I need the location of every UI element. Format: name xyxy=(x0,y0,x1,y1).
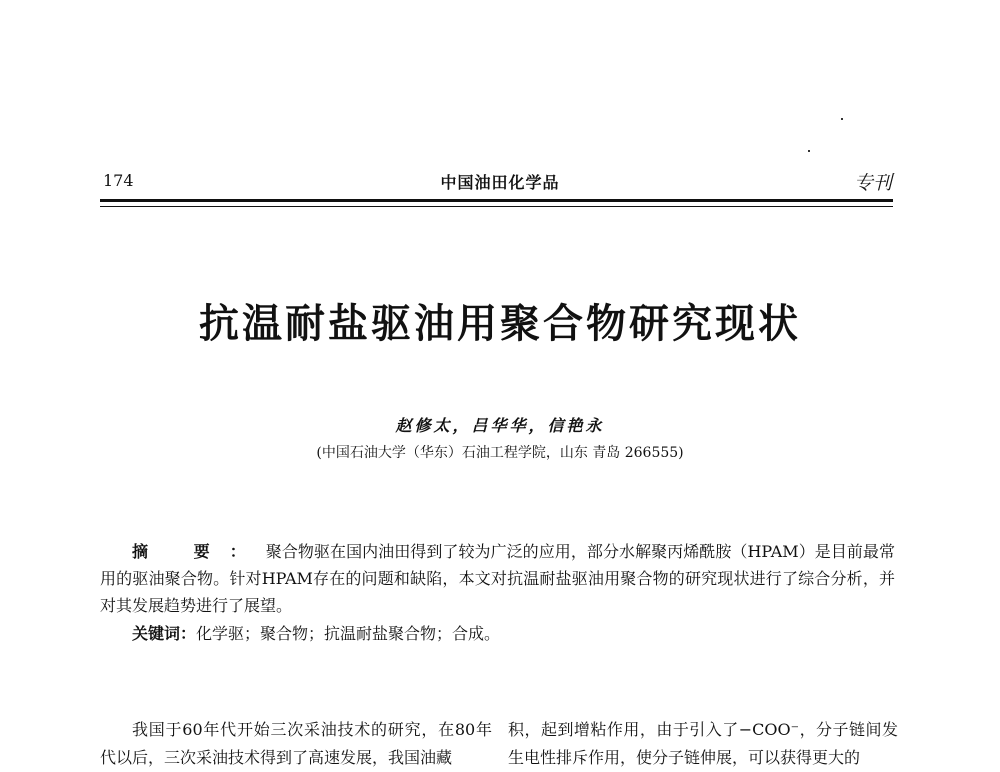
header-rule-thick xyxy=(100,199,893,202)
article-affiliation: (中国石油大学（华东）石油工程学院，山东 青岛 266555) xyxy=(316,445,684,461)
journal-name: 中国油田化学品 xyxy=(440,173,560,192)
keywords xyxy=(132,620,895,647)
page-number: 174 xyxy=(103,171,134,190)
header-rule-thin xyxy=(100,206,893,207)
abstract-text: 聚合物驱在国内油田得到了较为广泛的应用，部分水解聚丙烯酰胺（HPAM）是目前最常用的驱油聚合物。针对HPAM存在的问题和缺陷，本文对抗温耐盐驱油用聚合物的研究现状进行了综合分析，并对其发展趋势进行了展望。 xyxy=(100,542,895,615)
article-authors: 赵修太，吕华华，信艳永 xyxy=(395,416,605,435)
issue-tag: 专刊 xyxy=(853,172,892,194)
abstract-label: 摘 要： xyxy=(132,542,266,561)
body-column-left: 我国于60年代开始三次采油技术的研究，在80年代以后，三次采油技术得到了高速发展，我国油藏 xyxy=(100,720,492,767)
keywords-label: 关键词： xyxy=(132,624,197,643)
scan-dot xyxy=(841,118,843,120)
body-column-right: 积，起到增粘作用，由于引入了−COO⁻，分子链间发生电性排斥作用，使分子链伸展，可以获得更大的 xyxy=(508,720,898,767)
abstract xyxy=(100,538,895,619)
article-title: 抗温耐盐驱油用聚合物研究现状 xyxy=(199,301,801,347)
keywords-text: 化学驱；聚合物；抗温耐盐聚合物；合成。 xyxy=(196,624,501,643)
scan-dot xyxy=(808,150,810,152)
